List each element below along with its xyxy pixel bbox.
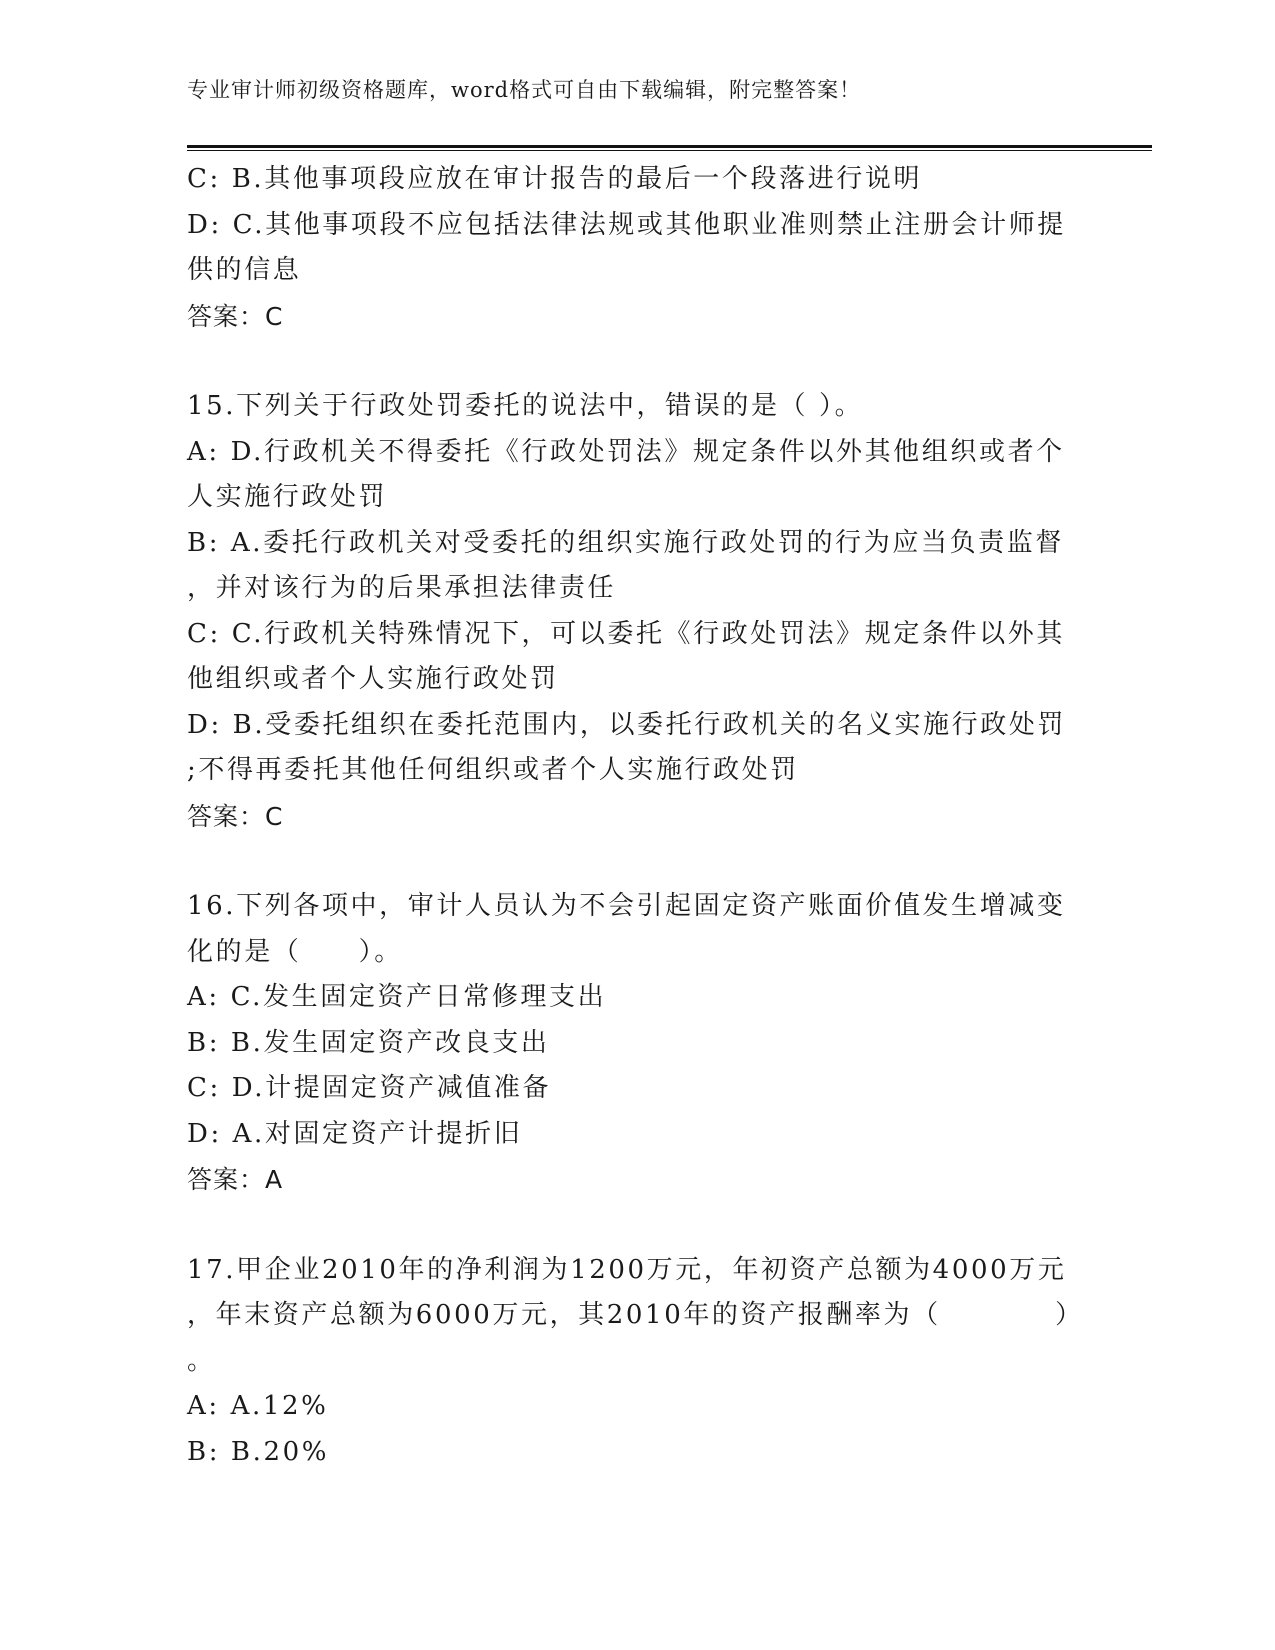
option-line: A: A.12%	[187, 1391, 329, 1421]
option-line: D: A.对固定资产计提折旧	[187, 1118, 523, 1149]
question-16	[187, 884, 1087, 1203]
option-line: D: B.受委托组织在委托范围内，以委托行政机关的名义实施行政处罚	[187, 709, 1067, 740]
question-14-continued	[187, 157, 1087, 339]
option-line: D: C.其他事项段不应包括法律法规或其他职业准则禁止注册会计师提	[187, 209, 1066, 240]
option-line: ，并对该行为的后果承担法律责任	[187, 573, 617, 603]
option-line: 人实施行政处罚	[187, 482, 388, 512]
question-content	[187, 157, 1087, 1475]
answer-line: 答案：A	[187, 1165, 284, 1194]
question-17	[187, 1248, 1087, 1476]
option-line: B: B.20%	[187, 1436, 330, 1467]
answer-line: 答案：C	[187, 301, 284, 331]
option-line: A: C.发生固定资产日常修理支出	[187, 982, 607, 1012]
option-line: A: D.行政机关不得委托《行政处罚法》规定条件以外其他组织或者个	[187, 436, 1065, 467]
question-15	[187, 384, 1087, 839]
header-rule-thin	[187, 150, 1152, 151]
question-stem: 15.下列关于行政处罚委托的说法中，错误的是（ ）。	[187, 391, 864, 421]
question-stem: ，年末资产总额为6000万元，其2010年的资产报酬率为（ ）	[187, 1300, 1084, 1330]
option-line: 供的信息	[187, 255, 302, 285]
option-line: B: A.委托行政机关对受委托的组织实施行政处罚的行为应当负责监督	[187, 527, 1064, 558]
option-line: C: B.其他事项段应放在审计报告的最后一个段落进行说明	[187, 164, 923, 194]
answer-line: 答案：C	[187, 801, 284, 831]
option-line: C: C.行政机关特殊情况下，可以委托《行政处罚法》规定条件以外其	[187, 618, 1065, 649]
question-stem: 17.甲企业2010年的净利润为1200万元，年初资产总额为4000万元	[187, 1254, 1067, 1285]
option-line: 他组织或者个人实施行政处罚	[187, 664, 559, 694]
question-stem: 。	[187, 1345, 216, 1376]
header-rule-thick	[187, 145, 1152, 148]
question-stem: 16.下列各项中，审计人员认为不会引起固定资产账面价值发生增减变	[187, 891, 1066, 921]
option-line: C: D.计提固定资产减值准备	[187, 1073, 552, 1103]
question-stem: 化的是（ ）。	[187, 936, 403, 967]
page-header: 专业审计师初级资格题库，word格式可自由下载编辑，附完整答案！	[187, 78, 862, 102]
option-line: ;不得再委托其他任何组织或者个人实施行政处罚	[187, 755, 799, 785]
option-line: B: B.发生固定资产改良支出	[187, 1027, 550, 1058]
